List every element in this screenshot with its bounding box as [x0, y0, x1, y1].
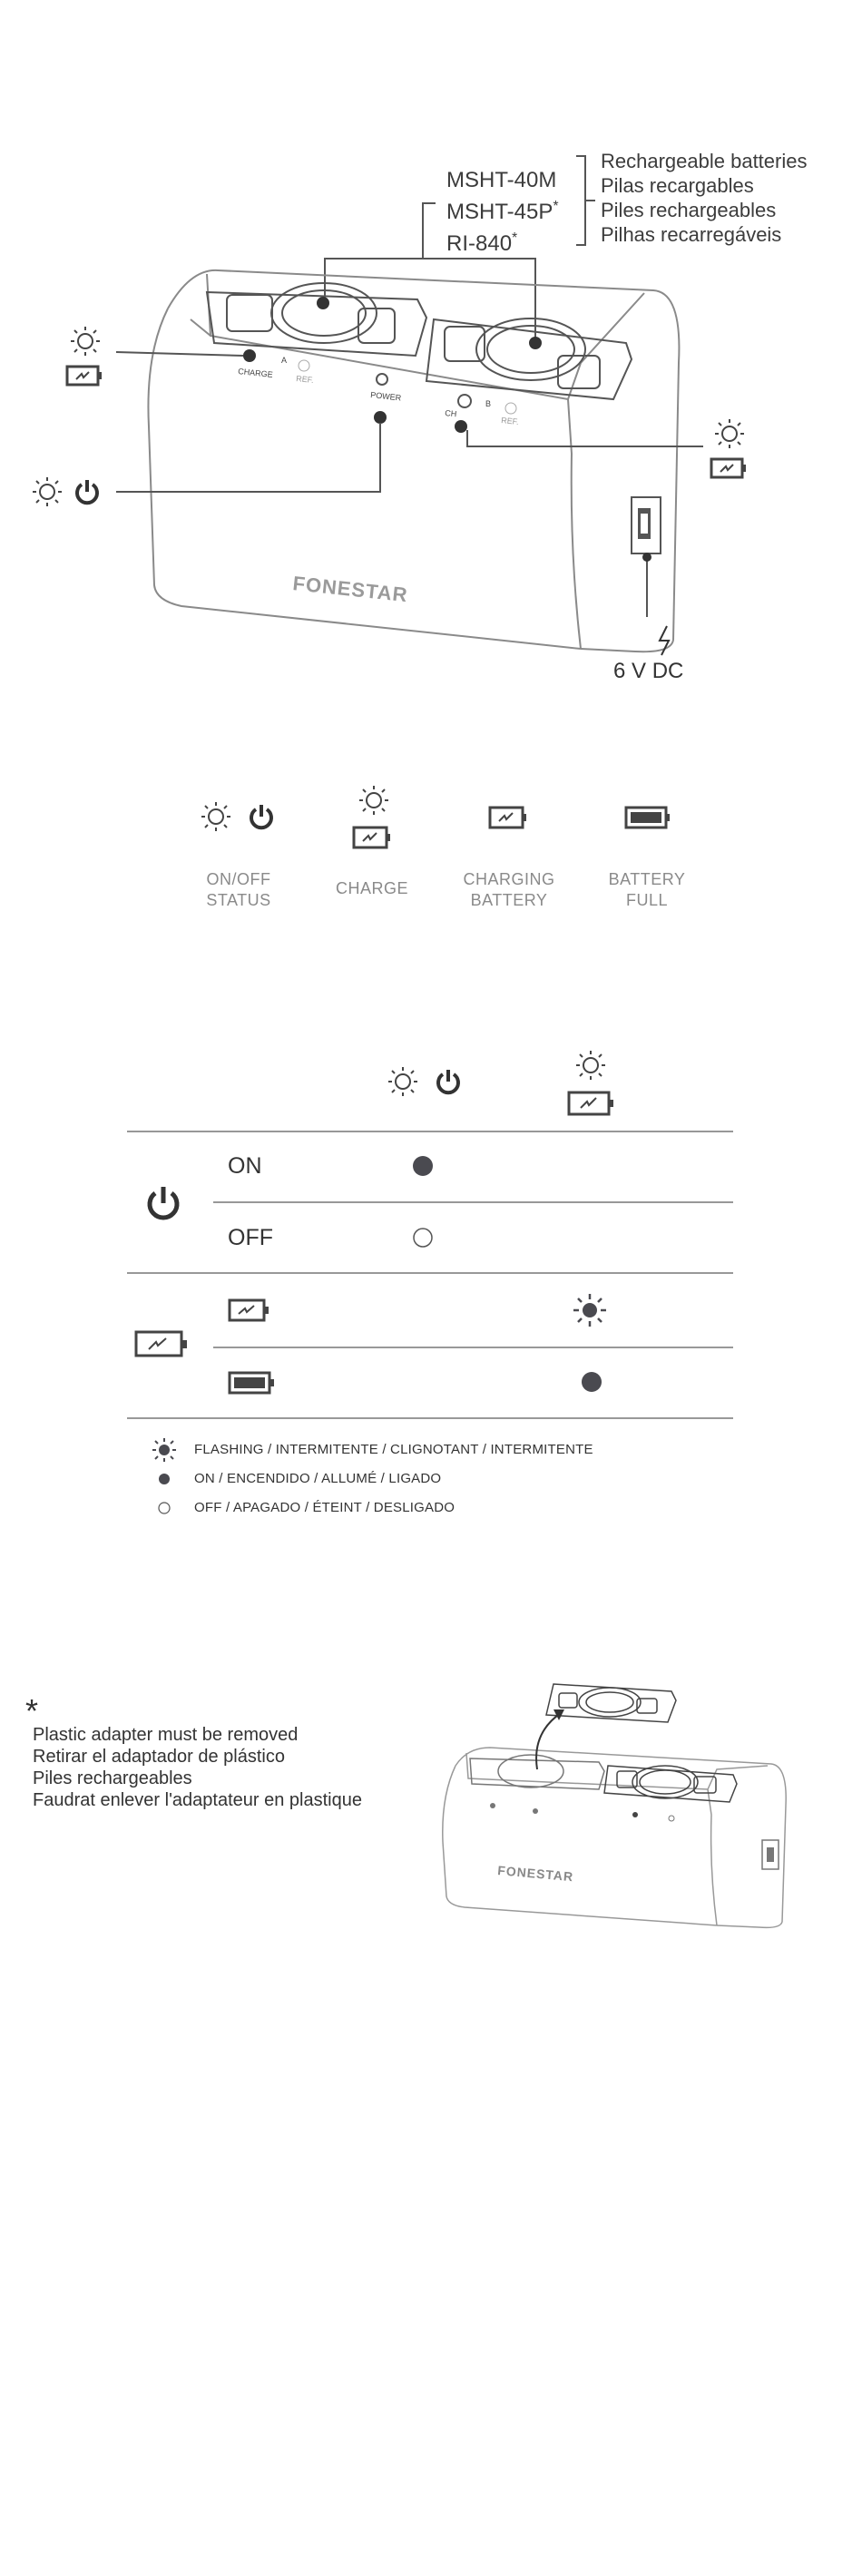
translation-line: Piles rechargeables: [601, 199, 777, 221]
battery-bay-a: [207, 283, 426, 356]
table-rules: [127, 1131, 733, 1418]
mini-led: [632, 1812, 638, 1817]
power-led-callout-dot: [374, 411, 387, 424]
removed-adapter-icon: [546, 1684, 676, 1722]
key-flashing-text: FLASHING / INTERMITENTE / CLIGNOTANT / INTERMITENTE: [194, 1442, 593, 1457]
mini-brand-logo: FONESTAR: [496, 1863, 574, 1885]
charge-led-b-callout-dot: [455, 420, 467, 433]
flashing-key-icon: [152, 1438, 176, 1462]
on-key-icon: [159, 1474, 170, 1484]
ref-led-b: [505, 403, 516, 414]
legend-label: CHARGE: [335, 879, 408, 897]
mini-led: [669, 1816, 674, 1821]
charging-battery-icon: [136, 1332, 187, 1356]
model-name: RI-840*: [446, 230, 518, 256]
power-icon: [251, 805, 271, 828]
sun-icon: [359, 786, 388, 815]
power-led-off-indicator: [414, 1229, 432, 1247]
power-icon: [150, 1187, 177, 1218]
key-on-text: ON / ENCENDIDO / ALLUMÉ / LIGADO: [194, 1471, 442, 1486]
status-table-graphics: [0, 1034, 862, 1543]
charge-led-a: [243, 349, 256, 362]
callout-lines: [116, 352, 703, 617]
translation-line: Pilas recargables: [601, 174, 754, 197]
bay-b-callout-dot: [529, 337, 542, 349]
legend-label: ON/OFF STATUS: [206, 870, 271, 909]
mini-charger-body: [443, 1748, 786, 1927]
power-input-label: 6 V DC: [613, 659, 684, 683]
panel-label-power: POWER: [369, 390, 402, 403]
channel-mark-b: B: [485, 399, 492, 408]
channel-mark-a: A: [281, 356, 288, 365]
charging-battery-b-callout-icon: [711, 459, 746, 477]
note-line: Piles rechargeables: [33, 1768, 192, 1788]
panel-label-charge-b: CH: [444, 408, 457, 419]
note-line: Plastic adapter must be removed: [33, 1725, 299, 1745]
charging-battery-icon: [490, 808, 526, 828]
asterisk-mark: *: [25, 1692, 39, 1729]
power-icon: [77, 480, 97, 503]
battery-bay-b: [426, 318, 632, 399]
brand-logo: FONESTAR: [291, 572, 409, 607]
mini-dc-socket-pin: [767, 1847, 774, 1862]
row-label-on: ON: [228, 1153, 262, 1179]
note-line: Faudrat enlever l'adaptateur en plastique: [33, 1790, 362, 1810]
panel-label-charge-a: CHARGE: [237, 367, 274, 380]
note-line: Retirar el adaptador de plástico: [33, 1747, 285, 1767]
battery-full-icon: [230, 1373, 274, 1393]
adapter-drawing: [0, 1633, 862, 1924]
power-led-callout-icon: [33, 477, 62, 506]
charge-led-on-indicator: [582, 1372, 602, 1392]
legend-label: CHARGING BATTERY: [463, 870, 555, 909]
power-led: [377, 374, 387, 385]
dc-socket: [632, 497, 661, 562]
sun-icon: [388, 1067, 417, 1096]
power-led-on-indicator: [413, 1156, 433, 1176]
charging-battery-icon: [230, 1300, 269, 1320]
charging-battery-icon: [354, 828, 390, 847]
power-icon: [438, 1070, 458, 1092]
charge-led-b-callout-icon: [715, 419, 744, 448]
charge-led-callout-icon: [71, 327, 100, 356]
flashing-indicator-icon: [573, 1294, 606, 1327]
panel-label-ref-a: REF.: [295, 374, 315, 386]
ref-led-a: [299, 360, 309, 371]
charger-drawing: [0, 0, 862, 726]
charge-led-b: [458, 395, 471, 407]
panel-label-ref-b: REF.: [500, 416, 520, 427]
off-key-icon: [159, 1503, 170, 1513]
translation-line: Rechargeable batteries: [601, 150, 808, 172]
row-label-off: OFF: [228, 1225, 273, 1250]
sun-icon: [576, 1051, 605, 1080]
key-off-text: OFF / APAGADO / ÉTEINT / DESLIGADO: [194, 1500, 455, 1515]
translation-line: Pilhas recarregáveis: [601, 223, 782, 246]
mini-bay-b: [604, 1766, 737, 1802]
charging-battery-icon: [569, 1092, 613, 1114]
model-name: MSHT-40M: [446, 168, 557, 192]
legend-icons: [0, 780, 862, 880]
legend-label: BATTERY FULL: [608, 870, 686, 909]
sun-icon: [201, 802, 230, 831]
battery-full-icon: [626, 808, 670, 828]
model-name: MSHT-45P*: [446, 199, 559, 224]
charging-battery-callout-icon: [67, 367, 102, 385]
mini-led: [490, 1803, 495, 1808]
mini-led: [533, 1808, 538, 1814]
bay-a-callout-dot: [317, 297, 329, 309]
